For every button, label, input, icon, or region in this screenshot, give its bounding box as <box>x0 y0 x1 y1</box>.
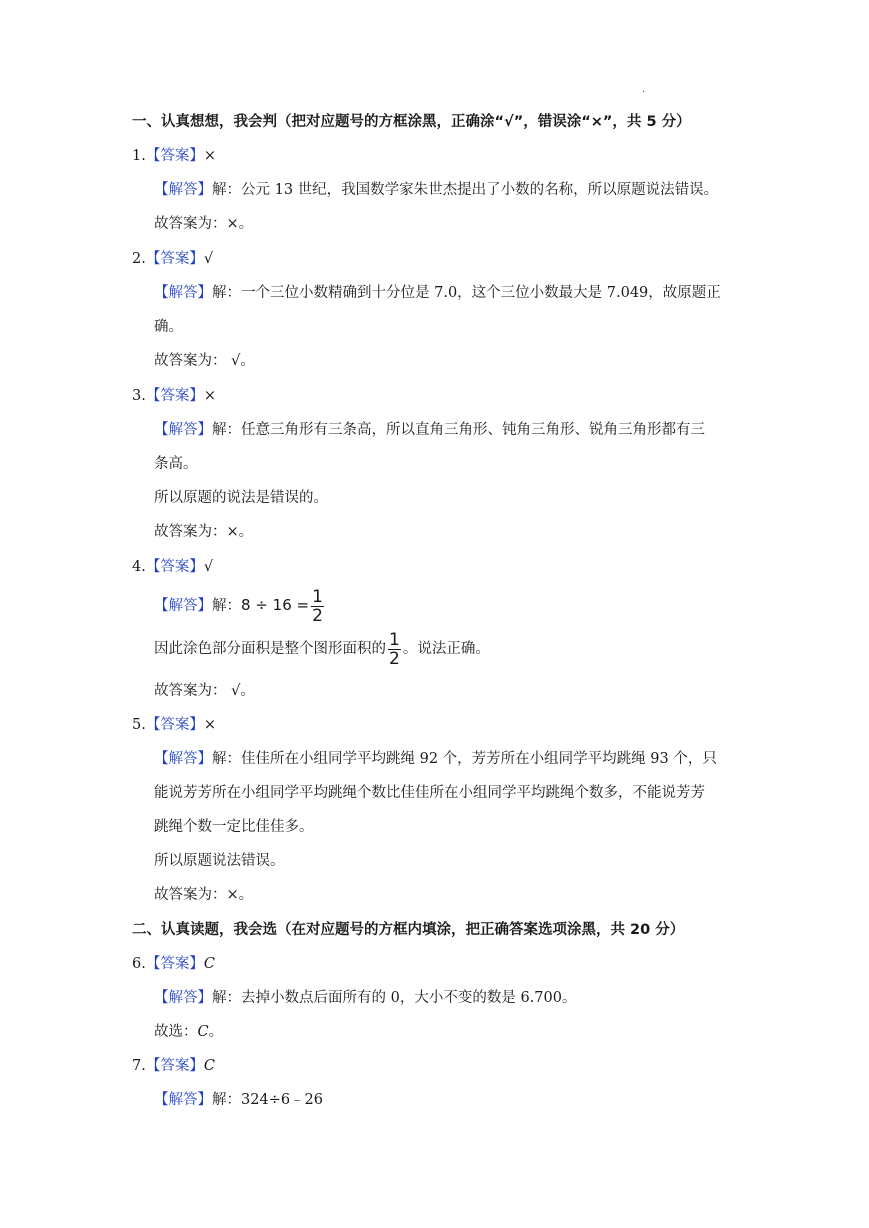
q1-analysis: 公元 13 世纪，我国数学家朱世杰提出了小数的名称，所以原题说法错误。 <box>241 182 719 198</box>
q2-conclusion: 故答案为： √。 <box>154 353 255 369</box>
solve-prefix: 解： <box>212 751 241 767</box>
solve-prefix: 解： <box>212 422 241 438</box>
q5-extra: 所以原题说法错误。 <box>154 853 285 869</box>
q5-analysis-1: 佳佳所在小组同学平均跳绳 92 个，芳芳所在小组同学平均跳绳 93 个，只 <box>241 751 717 767</box>
q5-answer: × <box>203 717 216 733</box>
q2-analysis-line <box>154 283 721 303</box>
answer-tag: 【答案】 <box>145 251 204 267</box>
q3-number: 3. <box>132 388 146 404</box>
q1-number: 1. <box>132 148 146 164</box>
answer-tag: 【答案】 <box>145 717 204 733</box>
q5-conclusion: 故答案为：×。 <box>154 887 254 903</box>
analysis-tag: 【解答】 <box>154 990 212 1006</box>
q7-answer-line <box>132 1056 215 1076</box>
q6-conclusion-letter: C <box>197 1024 209 1040</box>
q3-analysis-1: 任意三角形有三条高，所以直角三角形、钝角三角形、锐角三角形都有三 <box>241 422 705 438</box>
answer-tag: 【答案】 <box>145 559 204 575</box>
fraction-numerator: 1 <box>389 629 400 650</box>
q1-analysis-line <box>154 180 718 200</box>
solve-prefix: 解： <box>212 1092 241 1108</box>
q4-answer: √ <box>203 559 214 575</box>
q6-conclusion <box>154 1022 223 1042</box>
q4-text-after: 。说法正确。 <box>402 641 490 657</box>
q5-analysis-line <box>154 749 717 769</box>
q7-number: 7. <box>132 1058 146 1074</box>
q6-conclusion-suffix: 。 <box>208 1024 224 1040</box>
q2-analysis-2: 确。 <box>154 319 183 335</box>
section-2-title: 二、认真读题，我会选（在对应题号的方框内填涂，把正确答案选项涂黑，共 20 分） <box>132 922 685 938</box>
q4-statement-line <box>154 630 490 668</box>
q3-extra: 所以原题的说法是错误的。 <box>154 490 328 506</box>
fraction-denominator: 2 <box>312 605 323 626</box>
q5-analysis-2: 能说芳芳所在小组同学平均跳绳个数比佳佳所在小组同学平均跳绳个数多，不能说芳芳 <box>154 785 705 801</box>
analysis-tag: 【解答】 <box>154 751 212 767</box>
answer-tag: 【答案】 <box>145 956 204 972</box>
q5-analysis-3: 跳绳个数一定比佳佳多。 <box>154 819 314 835</box>
q2-analysis-1: 一个三位小数精确到十分位是 7.0，这个三位小数最大是 7.049，故原题正 <box>241 285 721 301</box>
q4-answer-line <box>132 557 213 577</box>
q7-analysis-line <box>154 1090 323 1110</box>
q3-answer-line <box>132 386 216 406</box>
q6-answer: C <box>203 956 215 972</box>
q5-number: 5. <box>132 717 146 733</box>
answer-tag: 【答案】 <box>145 148 204 164</box>
q1-conclusion: 故答案为：×。 <box>154 216 254 232</box>
q7-answer: C <box>203 1058 215 1074</box>
q5-answer-line <box>132 715 216 735</box>
analysis-tag: 【解答】 <box>154 285 212 301</box>
q4-analysis-line <box>154 586 326 625</box>
q4-number: 4. <box>132 559 146 575</box>
page-dot: . <box>642 84 646 95</box>
q3-conclusion: 故答案为：×。 <box>154 524 254 540</box>
fraction-numerator: 1 <box>312 586 323 607</box>
analysis-tag: 【解答】 <box>154 598 212 614</box>
q4-conclusion: 故答案为： √。 <box>154 683 255 699</box>
section-1-title: 一、认真想想，我会判（把对应题号的方框涂黑，正确涂“√”，错误涂“×”，共 5 分） <box>132 114 691 130</box>
q3-analysis-line <box>154 420 705 440</box>
q6-conclusion-prefix: 故选： <box>154 1024 198 1040</box>
q3-analysis-2: 条高。 <box>154 456 198 472</box>
q6-analysis-line <box>154 988 576 1008</box>
q3-answer: × <box>203 388 216 404</box>
q1-answer-line <box>132 146 216 166</box>
analysis-tag: 【解答】 <box>154 422 212 438</box>
analysis-tag: 【解答】 <box>154 182 212 198</box>
solve-prefix: 解： <box>212 990 241 1006</box>
fraction-denominator: 2 <box>389 648 400 669</box>
answer-tag: 【答案】 <box>145 1058 204 1074</box>
q4-fraction-1 <box>311 588 324 625</box>
q4-text-before: 因此涂色部分面积是整个图形面积的 <box>154 641 386 657</box>
q6-number: 6. <box>132 956 146 972</box>
solve-prefix: 解： <box>212 285 241 301</box>
q7-analysis: 324÷6﹣26 <box>241 1092 324 1108</box>
q6-analysis: 去掉小数点后面所有的 0，大小不变的数是 6.700。 <box>241 990 577 1006</box>
q4-expression: 8 ÷ 16 = <box>241 596 310 614</box>
answer-tag: 【答案】 <box>145 388 204 404</box>
q1-answer: × <box>203 148 216 164</box>
q2-answer: √ <box>203 251 214 267</box>
analysis-tag: 【解答】 <box>154 1092 212 1108</box>
q2-number: 2. <box>132 251 146 267</box>
q2-answer-line <box>132 249 213 269</box>
q6-answer-line <box>132 954 215 974</box>
solve-prefix: 解： <box>212 598 241 614</box>
q4-fraction-2 <box>388 631 401 668</box>
solve-prefix: 解： <box>212 182 241 198</box>
